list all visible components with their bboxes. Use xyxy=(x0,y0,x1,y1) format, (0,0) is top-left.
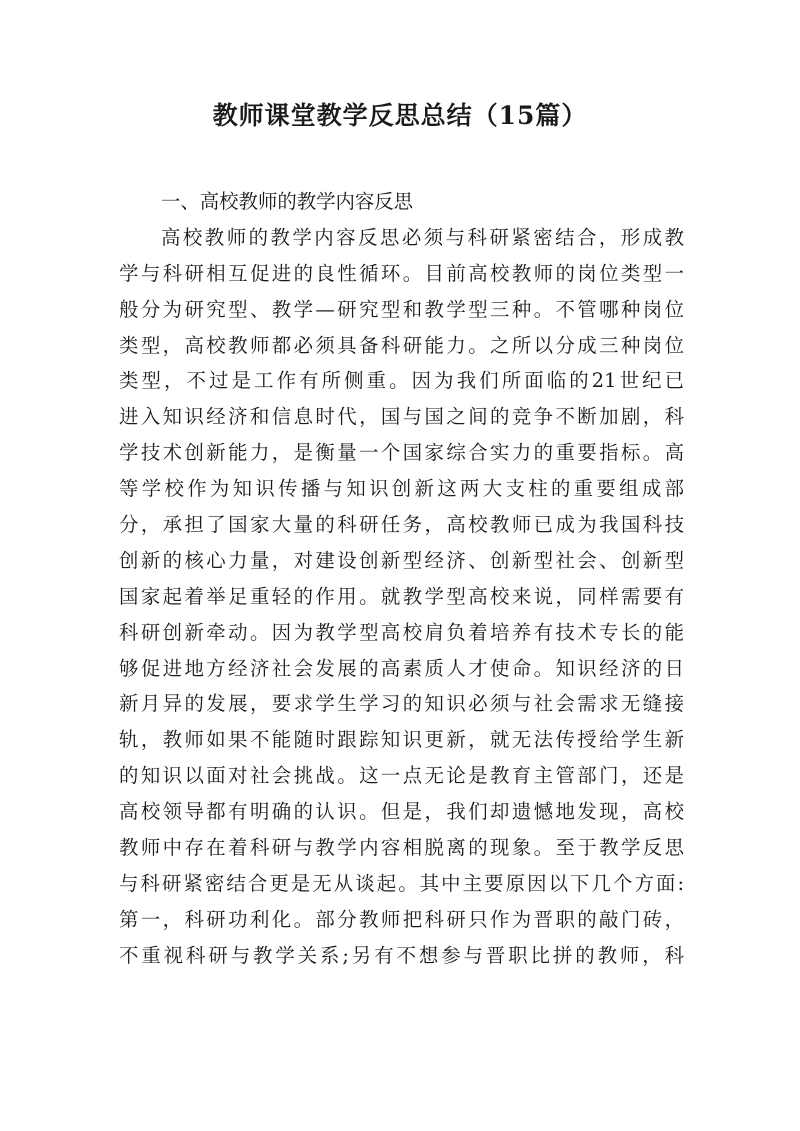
paragraph-line: 分，承担了国家大量的科研任务，高校教师已成为我国科技 xyxy=(119,513,684,537)
paragraph-line: 轨，教师如果不能随时跟踪知识更新，就无法传授给学生新 xyxy=(119,728,684,752)
document-body xyxy=(119,184,684,974)
paragraph-line: 学与科研相互促进的良性循环。目前高校教师的岗位类型一 xyxy=(119,261,684,285)
section-heading: 一、高校教师的教学内容反思 xyxy=(161,190,414,213)
paragraph-line: 进入知识经济和信息时代，国与国之间的竞争不断加剧，科 xyxy=(119,405,684,429)
document-title: 教师课堂教学反思总结（15篇） xyxy=(212,101,588,130)
paragraph-line: 第一，科研功利化。部分教师把科研只作为晋职的敲门砖， xyxy=(119,907,684,931)
paragraph-line: 不重视科研与教学关系;另有不想参与晋职比拼的教师，科 xyxy=(119,943,684,967)
paragraph-line: 科研创新牵动。因为教学型高校肩负着培养有技术专长的能 xyxy=(119,620,684,644)
paragraph-line: 类型，高校教师都必须具备科研能力。之所以分成三种岗位 xyxy=(119,333,684,357)
paragraph-line: 与科研紧密结合更是无从谈起。其中主要原因以下几个方面: xyxy=(119,871,684,895)
paragraph-line: 创新的核心力量，对建设创新型经济、创新型社会、创新型 xyxy=(119,548,684,572)
paragraph-line: 国家起着举足重轻的作用。就教学型高校来说，同样需要有 xyxy=(119,584,684,608)
paragraph-line: 般分为研究型、教学—研究型和教学型三种。不管哪种岗位 xyxy=(119,297,684,321)
paragraph-line: 高校教师的教学内容反思必须与科研紧密结合，形成教 xyxy=(161,225,684,249)
paragraph-line: 等学校作为知识传播与知识创新这两大支柱的重要组成部 xyxy=(119,477,684,501)
paragraph-line: 的知识以面对社会挑战。这一点无论是教育主管部门，还是 xyxy=(119,764,684,788)
paragraph-line: 高校领导都有明确的认识。但是，我们却遗憾地发现，高校 xyxy=(119,800,684,824)
paragraph-line: 类型，不过是工作有所侧重。因为我们所面临的21世纪已 xyxy=(119,369,684,393)
paragraph-line: 教师中存在着科研与教学内容相脱离的现象。至于教学反思 xyxy=(119,836,684,860)
paragraph-line: 新月异的发展，要求学生学习的知识必须与社会需求无缝接 xyxy=(119,692,684,716)
paragraph-line: 够促进地方经济社会发展的高素质人才使命。知识经济的日 xyxy=(119,656,684,680)
paragraph-line: 学技术创新能力，是衡量一个国家综合实力的重要指标。高 xyxy=(119,441,684,465)
